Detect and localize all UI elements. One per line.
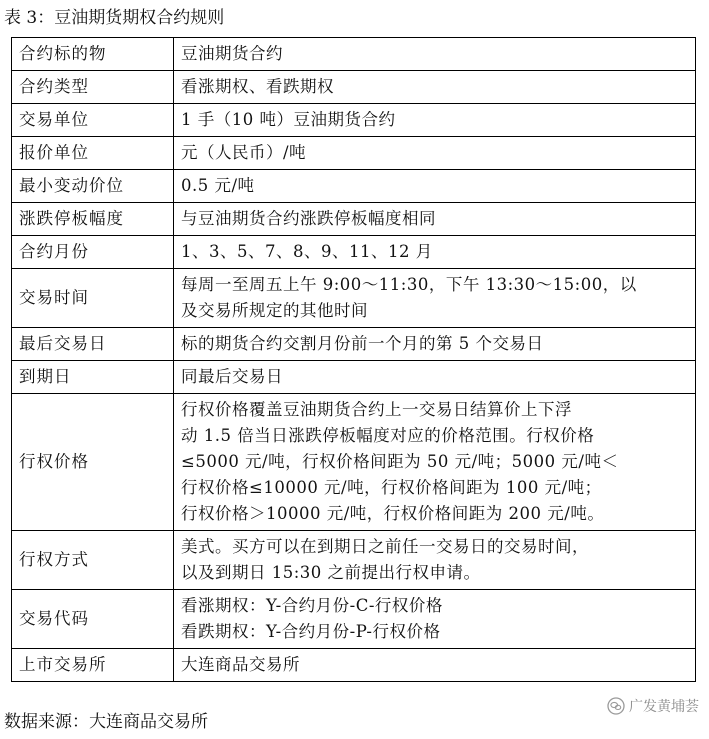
value-line: 同最后交易日: [181, 367, 283, 386]
value-line: 每周一至周五上午 9:00～11:30，下午 13:30～15:00，以: [181, 275, 637, 294]
row-label: 报价单位: [12, 137, 174, 170]
row-value: [174, 269, 696, 328]
row-label: 最小变动价位: [12, 170, 174, 203]
table-row: [12, 71, 696, 104]
table-caption: 表 3：豆油期货期权合约规则: [4, 8, 225, 28]
table-row: [12, 236, 696, 269]
row-value: [174, 104, 696, 137]
table-row: [12, 137, 696, 170]
value-line: 看涨期权、看跌期权: [181, 77, 334, 96]
table-row: [12, 269, 696, 328]
row-label: 合约标的物: [12, 38, 174, 71]
value-line: 与豆油期货合约涨跌停板幅度相同: [181, 209, 436, 228]
value-line: 行权价格覆盖豆油期货合约上一交易日结算价上下浮: [181, 400, 572, 419]
row-label: 到期日: [12, 361, 174, 394]
row-value: [174, 394, 696, 531]
contract-spec-table: [11, 37, 696, 682]
table-row: [12, 531, 696, 590]
row-label: 交易代码: [12, 590, 174, 649]
value-line: 以及到期日 15:30 之前提出行权申请。: [181, 563, 481, 582]
value-line: 看涨期权：Y-合约月份-C-行权价格: [181, 596, 443, 615]
row-value: [174, 170, 696, 203]
row-label: 交易单位: [12, 104, 174, 137]
row-value: [174, 361, 696, 394]
table-row: [12, 203, 696, 236]
row-label: 上市交易所: [12, 649, 174, 682]
value-line: 行权价格＞10000 元/吨，行权价格间距为 200 元/吨。: [181, 504, 605, 523]
table-row: [12, 38, 696, 71]
table-row: [12, 394, 696, 531]
row-value: [174, 531, 696, 590]
table-row: [12, 104, 696, 137]
table-row: [12, 361, 696, 394]
value-line: 动 1.5 倍当日涨跌停板幅度对应的价格范围。行权价格: [181, 426, 595, 445]
watermark: [607, 696, 699, 716]
row-value: [174, 590, 696, 649]
row-label: 交易时间: [12, 269, 174, 328]
value-line: 美式。买方可以在到期日之前任一交易日的交易时间，: [181, 537, 589, 556]
value-line: 0.5 元/吨: [181, 176, 255, 195]
row-label: 涨跌停板幅度: [12, 203, 174, 236]
row-value: [174, 137, 696, 170]
value-line: 元（人民币）/吨: [181, 143, 307, 162]
value-line: 标的期货合约交割月份前一个月的第 5 个交易日: [181, 334, 544, 353]
row-value: [174, 649, 696, 682]
value-line: 及交易所规定的其他时间: [181, 301, 368, 320]
table-row: [12, 590, 696, 649]
wechat-icon: [607, 697, 625, 715]
row-value: [174, 71, 696, 104]
table-row: [12, 328, 696, 361]
row-value: [174, 328, 696, 361]
row-label: 合约月份: [12, 236, 174, 269]
watermark-text: 广发黄埔荟: [629, 699, 699, 715]
row-label: 行权价格: [12, 394, 174, 531]
row-label: 合约类型: [12, 71, 174, 104]
value-line: 大连商品交易所: [181, 655, 300, 674]
row-label: 最后交易日: [12, 328, 174, 361]
value-line: ≤5000 元/吨，行权价格间距为 50 元/吨；5000 元/吨＜: [181, 452, 619, 471]
table-row: [12, 649, 696, 682]
value-line: 1 手（10 吨）豆油期货合约: [181, 110, 396, 129]
row-value: [174, 203, 696, 236]
value-line: 豆油期货合约: [181, 44, 283, 63]
value-line: 行权价格≤10000 元/吨，行权价格间距为 100 元/吨；: [181, 478, 602, 497]
row-value: [174, 236, 696, 269]
data-source-note: 数据来源：大连商品交易所: [4, 712, 208, 732]
value-line: 看跌期权：Y-合约月份-P-行权价格: [181, 622, 441, 641]
value-line: 1、3、5、7、8、9、11、12 月: [181, 242, 433, 261]
table-row: [12, 170, 696, 203]
row-value: [174, 38, 696, 71]
row-label: 行权方式: [12, 531, 174, 590]
